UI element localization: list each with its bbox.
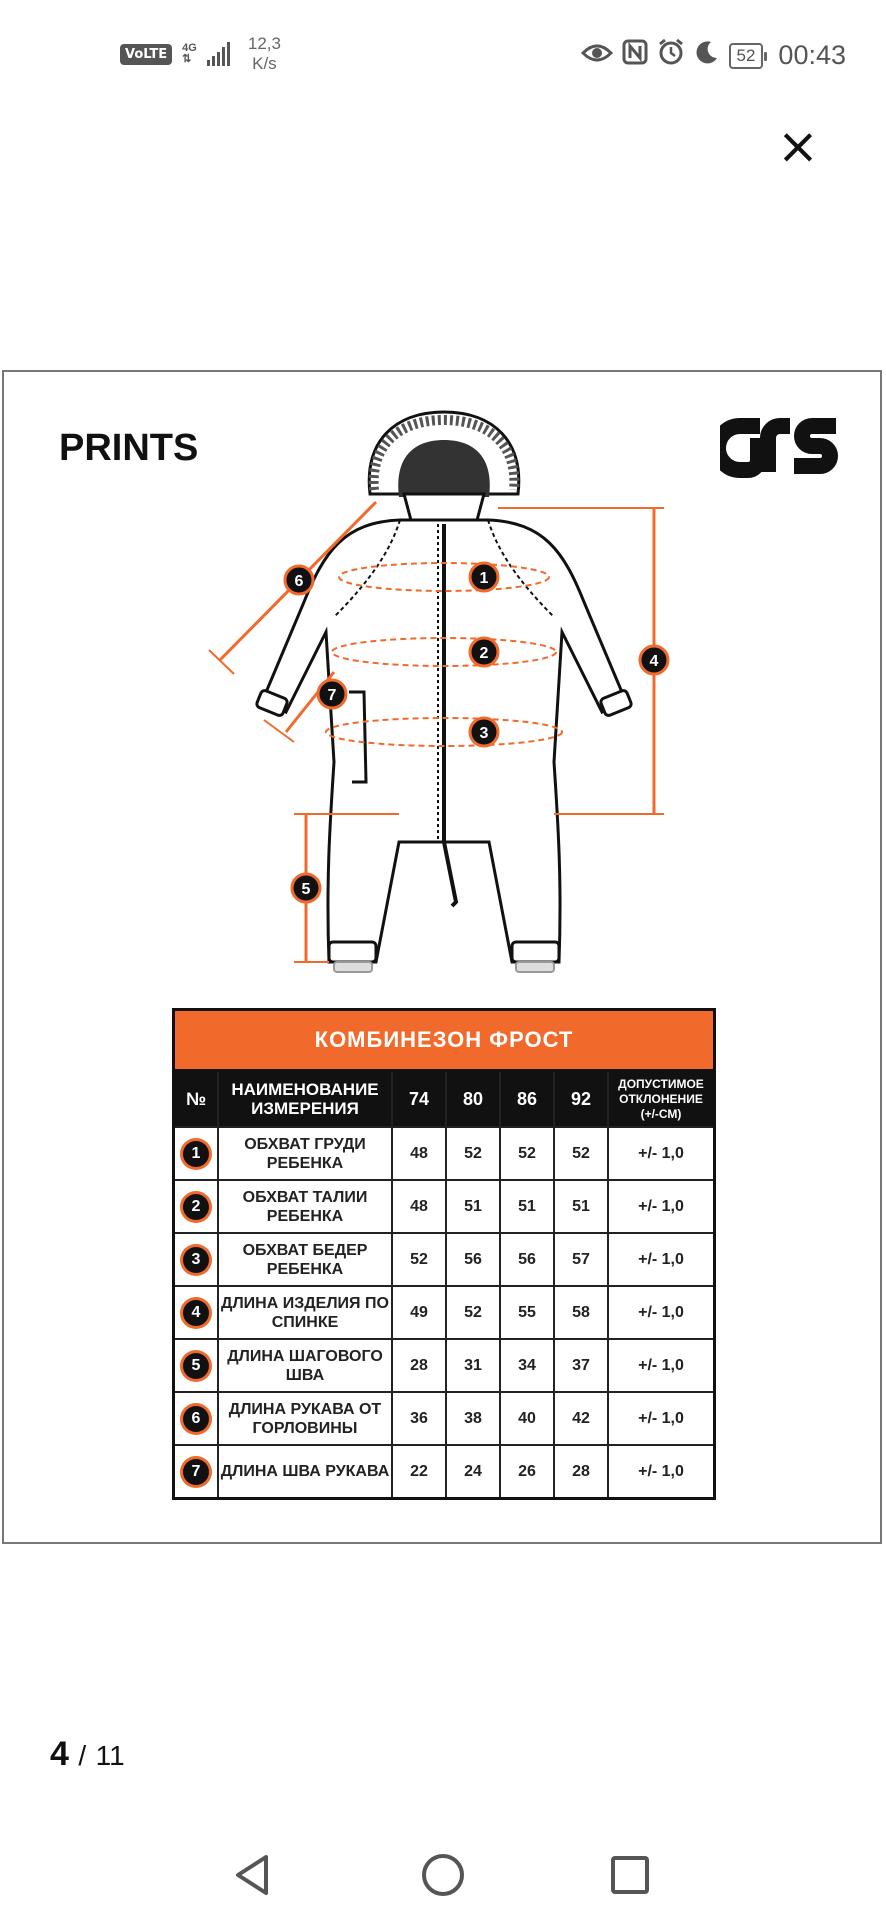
table-row xyxy=(174,1286,715,1339)
speed-value: 12,3 xyxy=(247,34,281,53)
row-param: ДЛИНА ШАГОВОГО ШВА xyxy=(218,1339,392,1392)
row-value: 52 xyxy=(500,1127,554,1180)
row-param: ОБХВАТ ТАЛИИ РЕБЕНКА xyxy=(218,1180,392,1233)
volte-badge: VoLTE xyxy=(120,44,172,65)
home-icon xyxy=(421,1853,465,1897)
total-pages: 11 xyxy=(95,1740,125,1771)
marker-2 xyxy=(470,638,498,666)
table-row xyxy=(174,1445,715,1499)
eye-icon xyxy=(581,41,613,71)
header-size: 74 xyxy=(392,1071,446,1128)
table-row xyxy=(174,1392,715,1445)
close-icon: × xyxy=(777,117,819,175)
row-number: 7 xyxy=(183,1459,209,1485)
row-param: ДЛИНА РУКАВА ОТ ГОРЛОВИНЫ xyxy=(218,1392,392,1445)
brand-logo xyxy=(720,418,844,485)
row-value: 34 xyxy=(500,1339,554,1392)
status-bar xyxy=(0,0,886,110)
row-tolerance: +/- 1,0 xyxy=(608,1339,715,1392)
table-title: КОМБИНЕЗОН ФРОСТ xyxy=(174,1010,715,1071)
svg-text:2: 2 xyxy=(479,645,489,662)
row-value: 56 xyxy=(500,1233,554,1286)
back-icon xyxy=(232,1853,272,1897)
row-value: 49 xyxy=(392,1286,446,1339)
network-speed xyxy=(248,34,281,74)
row-value: 52 xyxy=(446,1286,500,1339)
signal-icon xyxy=(207,42,230,66)
marker-6 xyxy=(285,566,313,594)
row-value: 52 xyxy=(554,1127,608,1180)
marker-4 xyxy=(640,646,668,674)
header-size: 80 xyxy=(446,1071,500,1128)
row-number: 1 xyxy=(183,1141,209,1167)
product-image[interactable] xyxy=(2,370,882,1544)
svg-text:1: 1 xyxy=(479,570,489,587)
row-number: 3 xyxy=(183,1247,209,1273)
svg-text:4: 4 xyxy=(649,653,659,670)
row-value: 51 xyxy=(446,1180,500,1233)
row-number: 6 xyxy=(183,1406,209,1432)
network-type: 4G ⇅ xyxy=(182,42,197,65)
current-page: 4 xyxy=(50,1735,69,1773)
row-tolerance: +/- 1,0 xyxy=(608,1127,715,1180)
row-value: 38 xyxy=(446,1392,500,1445)
svg-text:5: 5 xyxy=(301,881,311,898)
row-value: 36 xyxy=(392,1392,446,1445)
page-separator: / xyxy=(78,1740,87,1771)
row-value: 37 xyxy=(554,1339,608,1392)
row-number: 4 xyxy=(183,1300,209,1326)
row-value: 42 xyxy=(554,1392,608,1445)
row-value: 24 xyxy=(446,1445,500,1499)
svg-text:6: 6 xyxy=(294,573,304,590)
row-param: ОБХВАТ БЕДЕР РЕБЕНКА xyxy=(218,1233,392,1286)
size-table xyxy=(172,1008,716,1500)
row-value: 31 xyxy=(446,1339,500,1392)
row-value: 55 xyxy=(500,1286,554,1339)
row-value: 51 xyxy=(554,1180,608,1233)
row-tolerance: +/- 1,0 xyxy=(608,1286,715,1339)
svg-text:3: 3 xyxy=(479,725,489,742)
header-size: 86 xyxy=(500,1071,554,1128)
row-param: ДЛИНА ШВА РУКАВА xyxy=(218,1445,392,1499)
row-value: 51 xyxy=(500,1180,554,1233)
header-size: 92 xyxy=(554,1071,608,1128)
nfc-icon xyxy=(622,39,648,72)
row-tolerance: +/- 1,0 xyxy=(608,1233,715,1286)
row-value: 26 xyxy=(500,1445,554,1499)
clock: 00:43 xyxy=(778,40,846,70)
home-button[interactable] xyxy=(413,1845,473,1905)
table-row xyxy=(174,1233,715,1286)
marker-5 xyxy=(292,874,320,902)
table-row xyxy=(174,1180,715,1233)
header-param: НАИМЕНОВАНИЕ ИЗМЕРЕНИЯ xyxy=(218,1071,392,1128)
page-counter xyxy=(50,1735,125,1774)
table-row xyxy=(174,1127,715,1180)
battery-icon: 52 xyxy=(729,43,764,69)
row-tolerance: +/- 1,0 xyxy=(608,1392,715,1445)
table-row xyxy=(174,1339,715,1392)
overall-drawing xyxy=(194,402,694,1002)
row-value: 48 xyxy=(392,1127,446,1180)
row-value: 40 xyxy=(500,1392,554,1445)
close-button[interactable] xyxy=(770,118,826,174)
alarm-icon xyxy=(657,38,685,73)
speed-unit: K/s xyxy=(252,54,277,73)
recents-icon xyxy=(610,1855,650,1895)
marker-7 xyxy=(318,680,346,708)
back-button[interactable] xyxy=(222,1845,282,1905)
row-value: 28 xyxy=(392,1339,446,1392)
row-value: 56 xyxy=(446,1233,500,1286)
row-tolerance: +/- 1,0 xyxy=(608,1180,715,1233)
row-value: 52 xyxy=(392,1233,446,1286)
row-number: 2 xyxy=(183,1194,209,1220)
row-value: 48 xyxy=(392,1180,446,1233)
row-value: 58 xyxy=(554,1286,608,1339)
row-tolerance: +/- 1,0 xyxy=(608,1445,715,1499)
recents-button[interactable] xyxy=(600,1845,660,1905)
navigation-bar xyxy=(0,1825,886,1920)
row-number: 5 xyxy=(183,1353,209,1379)
row-param: ОБХВАТ ГРУДИ РЕБЕНКА xyxy=(218,1127,392,1180)
header-tolerance: ДОПУСТИМОЕ ОТКЛОНЕНИЕ (+/-СМ) xyxy=(608,1071,715,1128)
row-value: 57 xyxy=(554,1233,608,1286)
svg-text:7: 7 xyxy=(327,687,337,704)
header-num: № xyxy=(174,1071,219,1128)
row-param: ДЛИНА ИЗДЕЛИЯ ПО СПИНКЕ xyxy=(218,1286,392,1339)
moon-icon xyxy=(694,39,720,72)
brand-label: PRINTS xyxy=(59,427,199,469)
row-value: 52 xyxy=(446,1127,500,1180)
marker-3 xyxy=(470,718,498,746)
row-value: 28 xyxy=(554,1445,608,1499)
row-value: 22 xyxy=(392,1445,446,1499)
marker-1 xyxy=(470,563,498,591)
